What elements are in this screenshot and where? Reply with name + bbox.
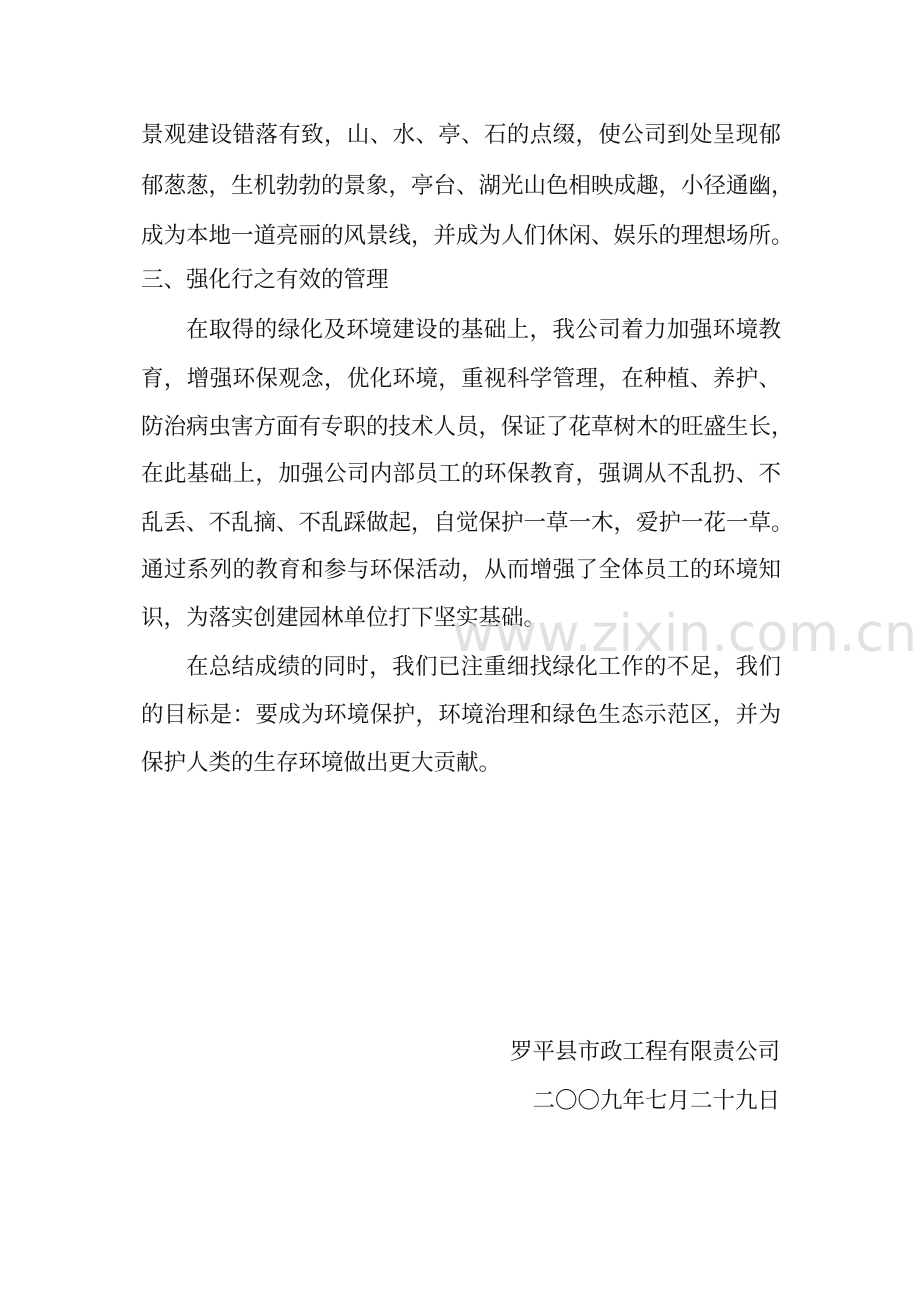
signature-organization: 罗平县市政工程有限责公司 <box>509 1039 780 1065</box>
paragraph-2-line-5: 乱丢、不乱摘、不乱踩做起，自觉保护一草一木，爱护一花一草。 <box>141 510 794 536</box>
paragraph-1-line-2: 郁葱葱，生机勃勃的景象，亭台、湖光山色相映成趣，小径通幽， <box>141 173 794 199</box>
section-heading: 三、强化行之有效的管理 <box>141 267 389 293</box>
paragraph-2-line-1: 在取得的绿化及环境建设的基础上，我公司着力加强环境教 <box>186 317 781 343</box>
watermark-text: www.zixin.com.cn <box>452 604 917 664</box>
paragraph-2-line-3: 防治病虫害方面有专职的技术人员，保证了花草树木的旺盛生长， <box>141 414 794 440</box>
paragraph-2-line-4: 在此基础上，加强公司内部员工的环保教育，强调从不乱扔、不 <box>141 461 781 487</box>
paragraph-2-line-2: 育，增强环保观念，优化环境，重视科学管理，在种植、养护、 <box>141 366 781 392</box>
paragraph-3-line-2: 的目标是：要成为环境保护，环境治理和绿色生态示范区，并为 <box>141 702 781 728</box>
paragraph-3-line-3: 保护人类的生存环境做出更大贡献。 <box>141 750 502 776</box>
paragraph-2-line-7: 识，为落实创建园林单位打下坚实基础。 <box>141 605 547 631</box>
paragraph-3-line-1: 在总结成绩的同时，我们已注重细找绿化工作的不足，我们 <box>186 654 781 680</box>
paragraph-1-line-1: 景观建设错落有致，山、水、亭、石的点缀，使公司到处呈现郁 <box>141 122 781 148</box>
paragraph-2-line-6: 通过系列的教育和参与环保活动，从而增强了全体员工的环境知 <box>141 557 781 583</box>
paragraph-1-line-3: 成为本地一道亮丽的风景线，并成为人们休闲、娱乐的理想场所。 <box>141 223 794 249</box>
signature-date: 二〇〇九年七月二十九日 <box>532 1088 780 1114</box>
